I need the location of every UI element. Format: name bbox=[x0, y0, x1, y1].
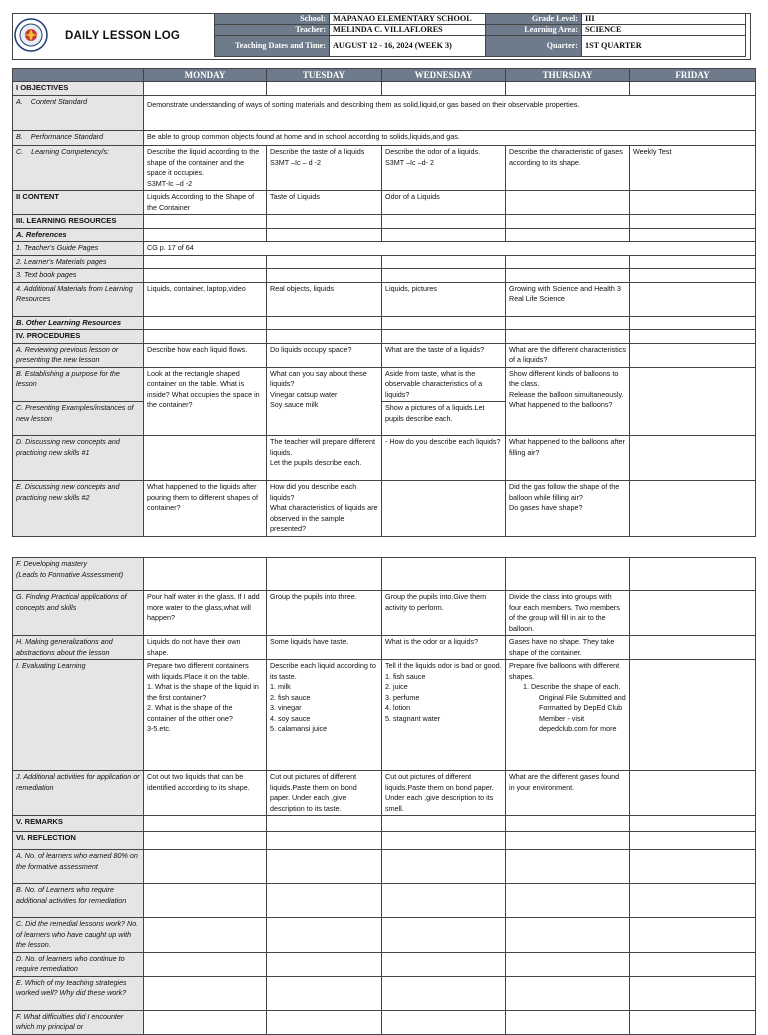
procedure-j-friday bbox=[630, 771, 756, 816]
teaching-dates-label: Teaching Dates and Time: bbox=[215, 36, 330, 57]
learning-resources-heading: III. LEARNING RESOURCES bbox=[13, 215, 144, 229]
other-resources-heading: B. Other Learning Resources bbox=[13, 316, 144, 330]
reflection-d-label: D. No. of learners who continue to require remediation bbox=[13, 952, 144, 976]
procedure-i-friday bbox=[630, 660, 756, 771]
competency-thursday: Describe the characteristic of gases according to its shape. bbox=[506, 146, 630, 191]
procedure-c-label: C. Presenting Examples/instances of new lesson bbox=[13, 402, 144, 436]
day-header-tuesday: TUESDAY bbox=[267, 69, 382, 82]
procedure-i-wednesday: Tell if the liquids odor is bad or good. 1. fish sauce 2. juice 3. perfume 4. lotion 5. stagnant water bbox=[382, 660, 506, 771]
procedure-i-monday: Prepare two different containers with liquids.Place it on the table. 1. What is the shape of the liquid in the first container? 2. What is the shape of the container of the other one? 3-5.etc. bbox=[144, 660, 267, 771]
content-friday bbox=[630, 191, 756, 215]
procedure-a-monday: Describe how each liquid flows. bbox=[144, 343, 267, 367]
procedure-i-label: I. Evaluating Learning bbox=[13, 660, 144, 771]
learning-area-value: SCIENCE bbox=[582, 25, 746, 36]
competency-monday: Describe the liquid according to the shape of the container and the space it occupies. S3MT-Ic –d -2 bbox=[144, 146, 267, 191]
procedure-e-wednesday bbox=[382, 481, 506, 537]
additional-materials-friday bbox=[630, 282, 756, 316]
day-header-wednesday: WEDNESDAY bbox=[382, 69, 506, 82]
procedure-h-friday bbox=[630, 636, 756, 660]
procedure-j-monday: Cot out two liquids that can be identified according to its shape. bbox=[144, 771, 267, 816]
day-header-thursday: THURSDAY bbox=[506, 69, 630, 82]
deped-seal-icon bbox=[14, 18, 48, 52]
procedure-f-label: F. Developing mastery (Leads to Formative Assessment) bbox=[13, 558, 144, 591]
school-label: School: bbox=[215, 14, 330, 25]
teacher-label: Teacher: bbox=[215, 25, 330, 36]
day-header-friday: FRIDAY bbox=[630, 69, 756, 82]
content-monday: Liquids According to the Shape of the Container bbox=[144, 191, 267, 215]
textbook-pages-label: 3. Text book pages bbox=[13, 269, 144, 283]
grade-level-label: Grade Level: bbox=[486, 14, 582, 25]
procedure-h-wednesday: What is the odor or a liquids? bbox=[382, 636, 506, 660]
reflection-a-label: A. No. of learners who earned 80% on the formative assessment bbox=[13, 850, 144, 884]
reflection-e-label: E. Which of my teaching strategies worked well? Why did these work? bbox=[13, 976, 144, 1010]
content-tuesday: Taste of Liquids bbox=[267, 191, 382, 215]
school-value: MAPANAO ELEMENTARY SCHOOL bbox=[330, 14, 486, 25]
day-header-blank bbox=[13, 69, 144, 82]
procedure-a-thursday: What are the different characteristics of a liquids? bbox=[506, 343, 630, 367]
page-title: DAILY LESSON LOG bbox=[65, 30, 181, 42]
procedure-a-tuesday: Do liquids occupy space? bbox=[267, 343, 382, 367]
learning-area-label: Learning Area: bbox=[486, 25, 582, 36]
procedure-h-label: H. Making generalizations and abstractions about the lesson bbox=[13, 636, 144, 660]
lesson-log-table-1 bbox=[12, 68, 756, 537]
grade-level-value: III bbox=[582, 14, 746, 25]
references-heading: A. References bbox=[13, 228, 144, 242]
procedure-a-label: A. Reviewing previous lesson or presenting the new lesson bbox=[13, 343, 144, 367]
performance-standard-text: Be able to group common objects found at home and in school according to solids,liquids,and gas. bbox=[144, 131, 756, 146]
teacher-value: MELINDA C. VILLAFLORES bbox=[330, 25, 486, 36]
procedure-e-tuesday: How did you describe each liquids? What characteristics of liquids are observed in the sample presented? bbox=[267, 481, 382, 537]
reflection-c-label: C. Did the remedial lessons work? No. of learners who have caught up with the lesson. bbox=[13, 918, 144, 953]
procedure-h-monday: Liquids do not have their own shape. bbox=[144, 636, 267, 660]
learners-materials-label: 2. Learner's Materials pages bbox=[13, 255, 144, 269]
procedure-a-friday bbox=[630, 343, 756, 367]
procedure-j-wednesday: Cut out pictures of different liquids.Paste them on bond paper. Under each ,give description to its smell. bbox=[382, 771, 506, 816]
procedure-j-thursday: What are the different gases found in your environment. bbox=[506, 771, 630, 816]
procedure-d-monday bbox=[144, 436, 267, 481]
teachers-guide-label: 1. Teacher's Guide Pages bbox=[13, 242, 144, 256]
objectives-heading: I OBJECTIVES bbox=[13, 82, 144, 96]
procedure-g-label: G. Finding Practical applications of concepts and skills bbox=[13, 591, 144, 636]
procedure-b-monday: Look at the rectangle shaped container on the table. What is inside? What occupies the space in the container? bbox=[144, 367, 267, 436]
procedure-i-tuesday: Describe each liquid according to its taste. 1. milk 2. fish sauce 3. vinegar 4. soy sauce 5. calamansi juice bbox=[267, 660, 382, 771]
header-info-table bbox=[214, 13, 746, 57]
procedure-h-thursday: Gases have no shape. They take shape of the container. bbox=[506, 636, 630, 660]
procedure-i-thursday-item: 1. Describe the shape of each. bbox=[523, 682, 621, 691]
additional-materials-label: 4. Additional Materials from Learning Resources bbox=[13, 282, 144, 316]
reflection-b-label: B. No. of Learners who require additional activities for remediation bbox=[13, 884, 144, 918]
competency-tuesday: Describe the taste of a liquids S3MT –Ic – d -2 bbox=[267, 146, 382, 191]
procedure-e-friday bbox=[630, 481, 756, 537]
content-heading: II CONTENT bbox=[13, 191, 144, 215]
procedure-g-thursday: Divide the class into groups with four each members. Two members of the group will fill in air to the balloon. bbox=[506, 591, 630, 636]
procedure-g-monday: Pour half water in the glass. If I add more water to the glass,what will happen? bbox=[144, 591, 267, 636]
procedure-d-tuesday: The teacher will prepare different liquids. Let the pupils describe each. bbox=[267, 436, 382, 481]
procedure-d-friday bbox=[630, 436, 756, 481]
content-wednesday: Odor of a Liquids bbox=[382, 191, 506, 215]
procedure-i-thursday-intro: Prepare five balloons with different shapes. bbox=[509, 661, 620, 681]
lesson-log-table-2 bbox=[12, 557, 756, 1035]
quarter-label: Quarter: bbox=[486, 36, 582, 57]
procedure-e-thursday: Did the gas follow the shape of the balloon while filling air? Do gases have shape? bbox=[506, 481, 630, 537]
reflection-heading: VI. REFLECTION bbox=[13, 832, 144, 850]
procedure-b-label: B. Establishing a purpose for the lesson bbox=[13, 367, 144, 402]
procedure-j-tuesday: Cut out pictures of different liquids.Paste them on bond paper. Under each ,give description to its taste. bbox=[267, 771, 382, 816]
procedure-h-tuesday: Some liquids have taste. bbox=[267, 636, 382, 660]
procedure-g-tuesday: Group the pupils into three. bbox=[267, 591, 382, 636]
procedure-b-thursday: Show different kinds of balloons to the class. Release the balloon simultaneously. What happened to the balloons? bbox=[506, 367, 630, 436]
performance-standard-label: B. Performance Standard bbox=[13, 131, 144, 146]
procedure-i-thursday bbox=[506, 660, 630, 771]
content-thursday bbox=[506, 191, 630, 215]
learning-competency-label: C. Learning Competency/s: bbox=[13, 146, 144, 191]
procedure-a-wednesday: What are the taste of a liquids? bbox=[382, 343, 506, 367]
teachers-guide-pages: CG p. 17 of 64 bbox=[144, 242, 756, 256]
remarks-heading: V. REMARKS bbox=[13, 816, 144, 832]
competency-wednesday: Describe the odor of a liquids. S3MT –Ic –d- 2 bbox=[382, 146, 506, 191]
additional-materials-monday: Liquids, container, laptop,video bbox=[144, 282, 267, 316]
procedure-c-wednesday: Show a pictures of a liquids.Let pupils describe each. bbox=[382, 402, 506, 436]
procedure-e-monday: What happened to the liquids after pouring them to different shapes of container? bbox=[144, 481, 267, 537]
procedure-d-thursday: What happened to the balloons after filling air? bbox=[506, 436, 630, 481]
procedure-e-label: E. Discussing new concepts and practicing new skills #2 bbox=[13, 481, 144, 537]
procedure-j-label: J. Additional activities for application or remediation bbox=[13, 771, 144, 816]
procedure-d-wednesday: - How do you describe each liquids? bbox=[382, 436, 506, 481]
procedure-b-wednesday: Aside from taste, what is the observable characteristics of a liquids? bbox=[382, 367, 506, 402]
reflection-f-label: F. What difficulties did I encounter which my principal or bbox=[13, 1010, 144, 1034]
procedure-g-friday bbox=[630, 591, 756, 636]
content-standard-text: Demonstrate understanding of ways of sorting materials and describing them as solid,liquid,or gas based on their observable properties. bbox=[144, 96, 756, 131]
competency-friday: Weekly Test bbox=[630, 146, 756, 191]
procedures-heading: IV. PROCEDURES bbox=[13, 330, 144, 344]
quarter-value: 1ST QUARTER bbox=[582, 36, 746, 57]
content-standard-label: A. Content Standard bbox=[13, 96, 144, 131]
procedure-b-friday bbox=[630, 367, 756, 436]
procedure-g-wednesday: Group the pupils into.Give them activity to perform. bbox=[382, 591, 506, 636]
procedure-b-tuesday: What can you say about these liquids? Vinegar catsup water Soy sauce milk bbox=[267, 367, 382, 436]
additional-materials-thursday: Growing with Science and Health 3 Real Life Science bbox=[506, 282, 630, 316]
depedclub-note: Original File Submitted and Formatted by DepEd Club Member - visit depedclub.com for more bbox=[539, 692, 626, 733]
day-header-monday: MONDAY bbox=[144, 69, 267, 82]
additional-materials-wednesday: Liquids, pictures bbox=[382, 282, 506, 316]
teaching-dates-value: AUGUST 12 - 16, 2024 (WEEK 3) bbox=[330, 36, 486, 57]
procedure-d-label: D. Discussing new concepts and practicing new skills #1 bbox=[13, 436, 144, 481]
additional-materials-tuesday: Real objects, liquids bbox=[267, 282, 382, 316]
